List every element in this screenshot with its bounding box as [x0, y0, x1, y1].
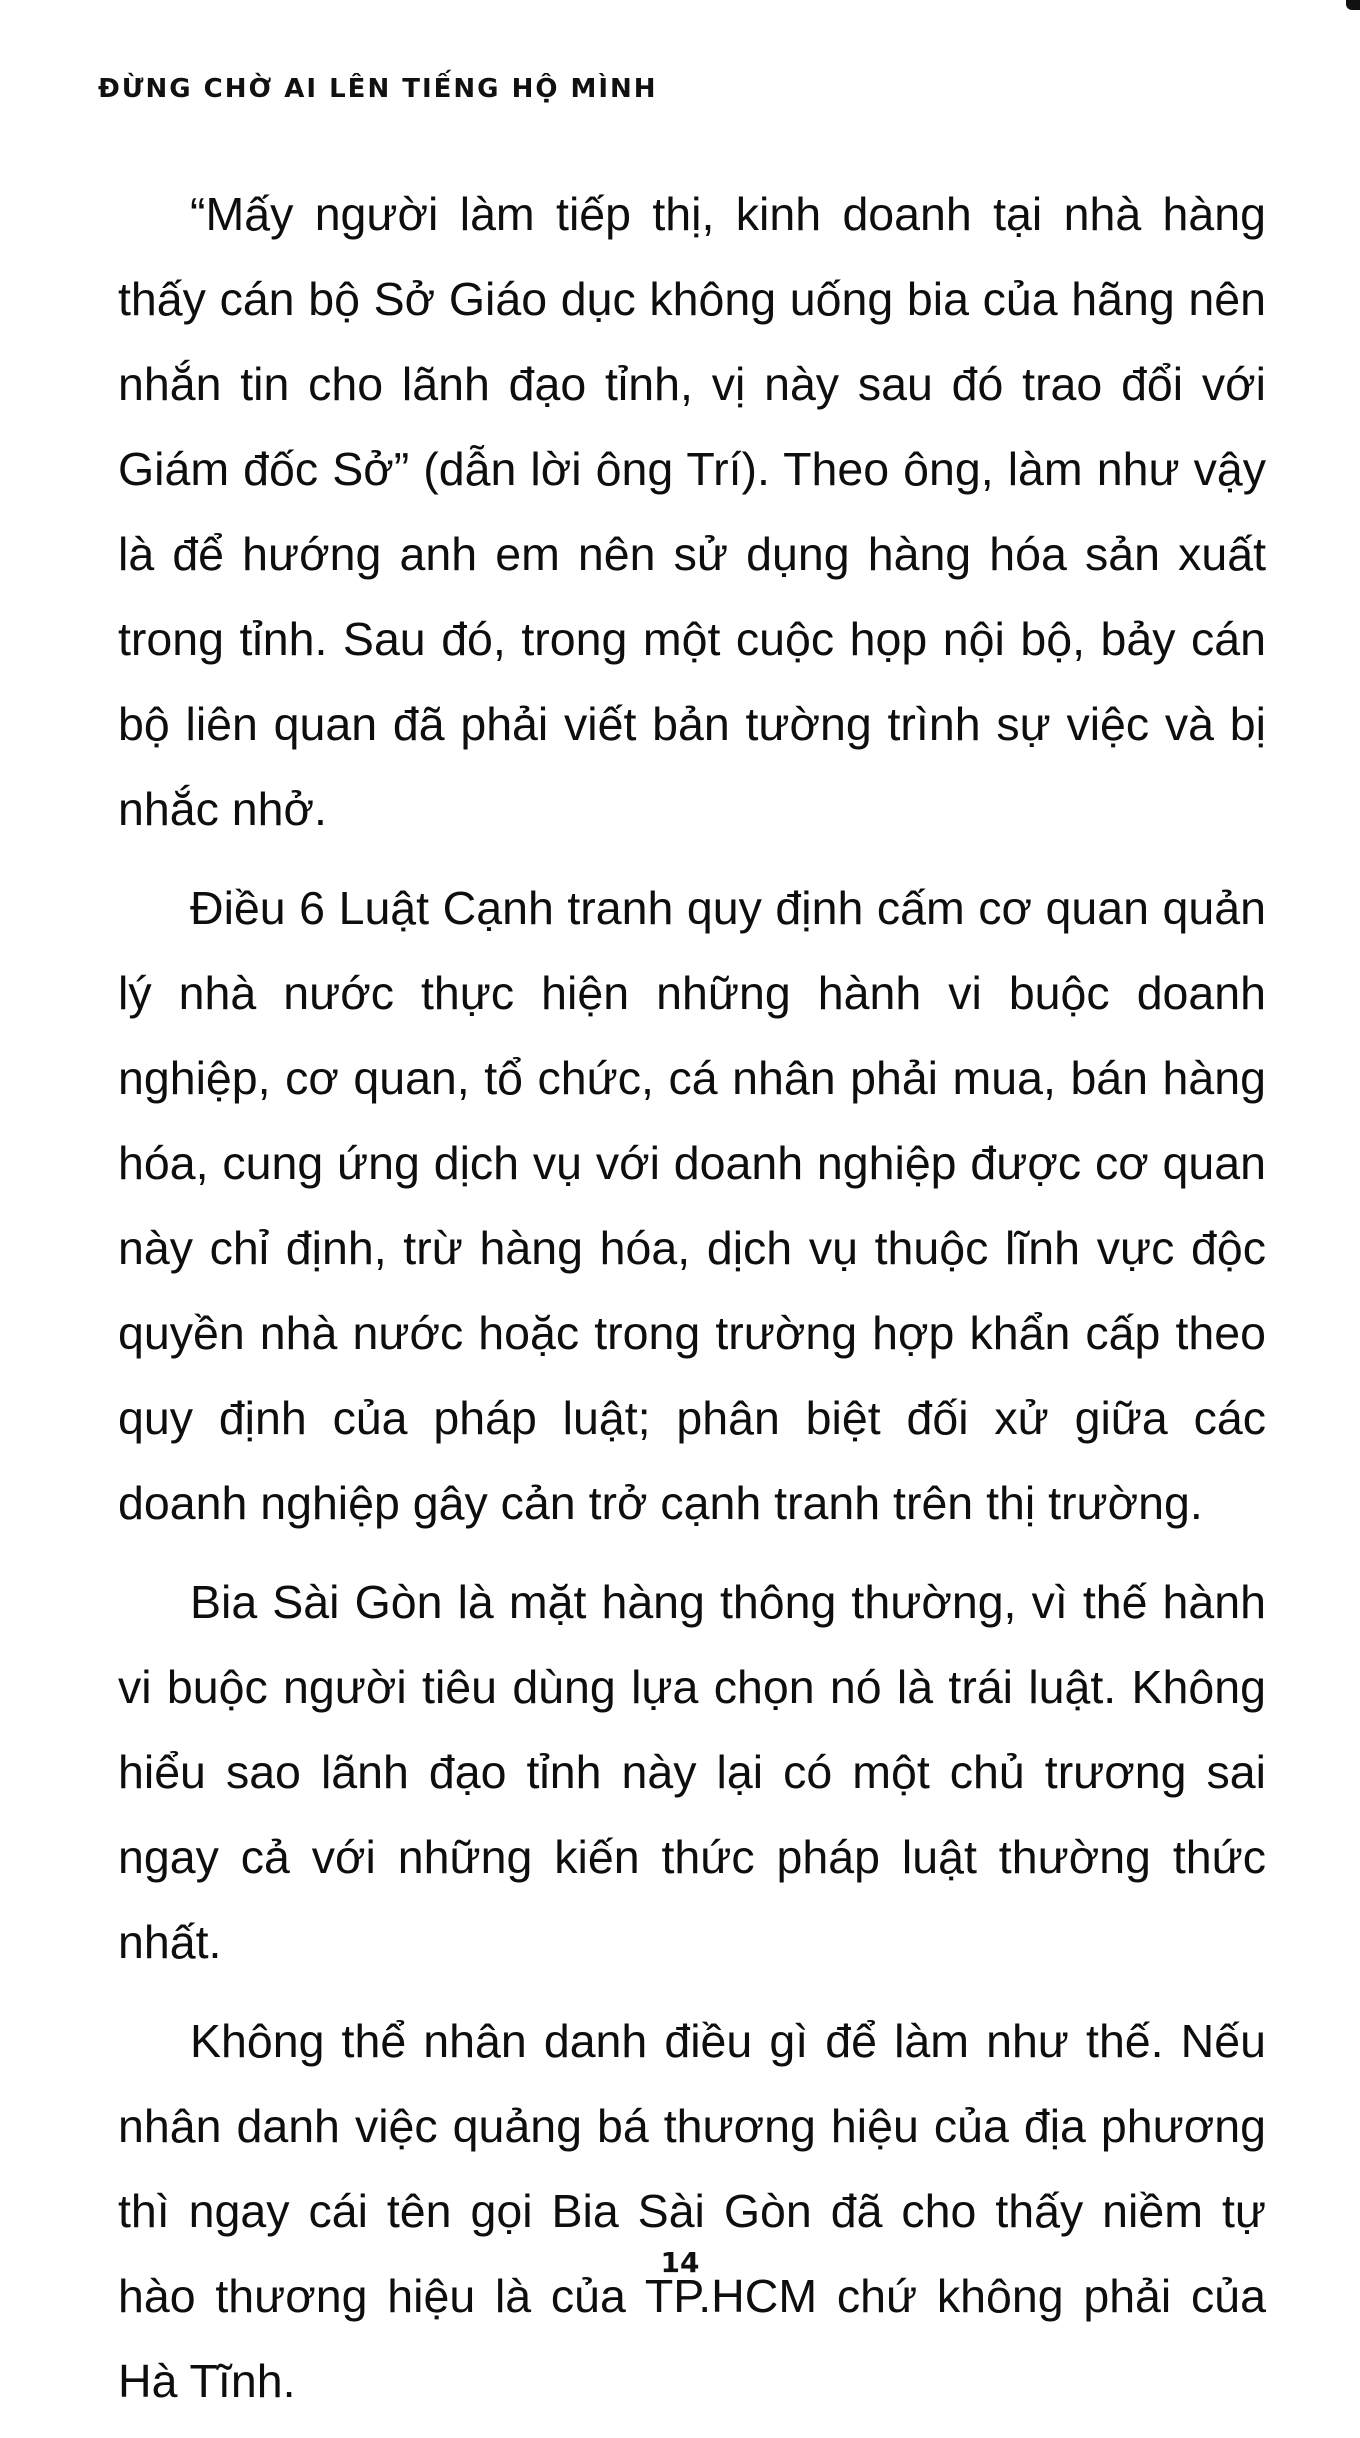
body-text	[118, 172, 1266, 2438]
page-number: 14	[660, 2246, 700, 2279]
paragraph-4: Không thể nhân danh điều gì để làm như thế. Nếu nhân danh việc quảng bá thương hiệu của địa phương thì ngay cái tên gọi Bia Sài Gòn đã cho thấy niềm tự hào thương hiệu là của TP.HCM chứ không phải của Hà Tĩnh.	[118, 2015, 1266, 2407]
corner-edge-mark	[1346, 0, 1360, 10]
paragraph-3: Bia Sài Gòn là mặt hàng thông thường, vì thế hành vi buộc người tiêu dùng lựa chọn nó là trái luật. Không hiểu sao lãnh đạo tỉnh này lại có một chủ trương sai ngay cả với những kiến thức pháp luật thường thức nhất.	[118, 1576, 1266, 1968]
running-head: ĐỪNG CHỜ AI LÊN TIẾNG HỘ MÌNH	[98, 74, 658, 104]
paragraph-2: Điều 6 Luật Cạnh tranh quy định cấm cơ quan quản lý nhà nước thực hiện những hành vi buộc doanh nghiệp, cơ quan, tổ chức, cá nhân phải mua, bán hàng hóa, cung ứng dịch vụ với doanh nghiệp được cơ quan này chỉ định, trừ hàng hóa, dịch vụ thuộc lĩnh vực độc quyền nhà nước hoặc trong trường hợp khẩn cấp theo quy định của pháp luật; phân biệt đối xử giữa các doanh nghiệp gây cản trở cạnh tranh trên thị trường.	[118, 882, 1266, 1529]
paragraph-1: “Mấy người làm tiếp thị, kinh doanh tại nhà hàng thấy cán bộ Sở Giáo dục không uống bia của hãng nên nhắn tin cho lãnh đạo tỉnh, vị này sau đó trao đổi với Giám đốc Sở” (dẫn lời ông Trí). Theo ông, làm như vậy là để hướng anh em nên sử dụng hàng hóa sản xuất trong tỉnh. Sau đó, trong một cuộc họp nội bộ, bảy cán bộ liên quan đã phải viết bản tường trình sự việc và bị nhắc nhở.	[118, 188, 1266, 835]
